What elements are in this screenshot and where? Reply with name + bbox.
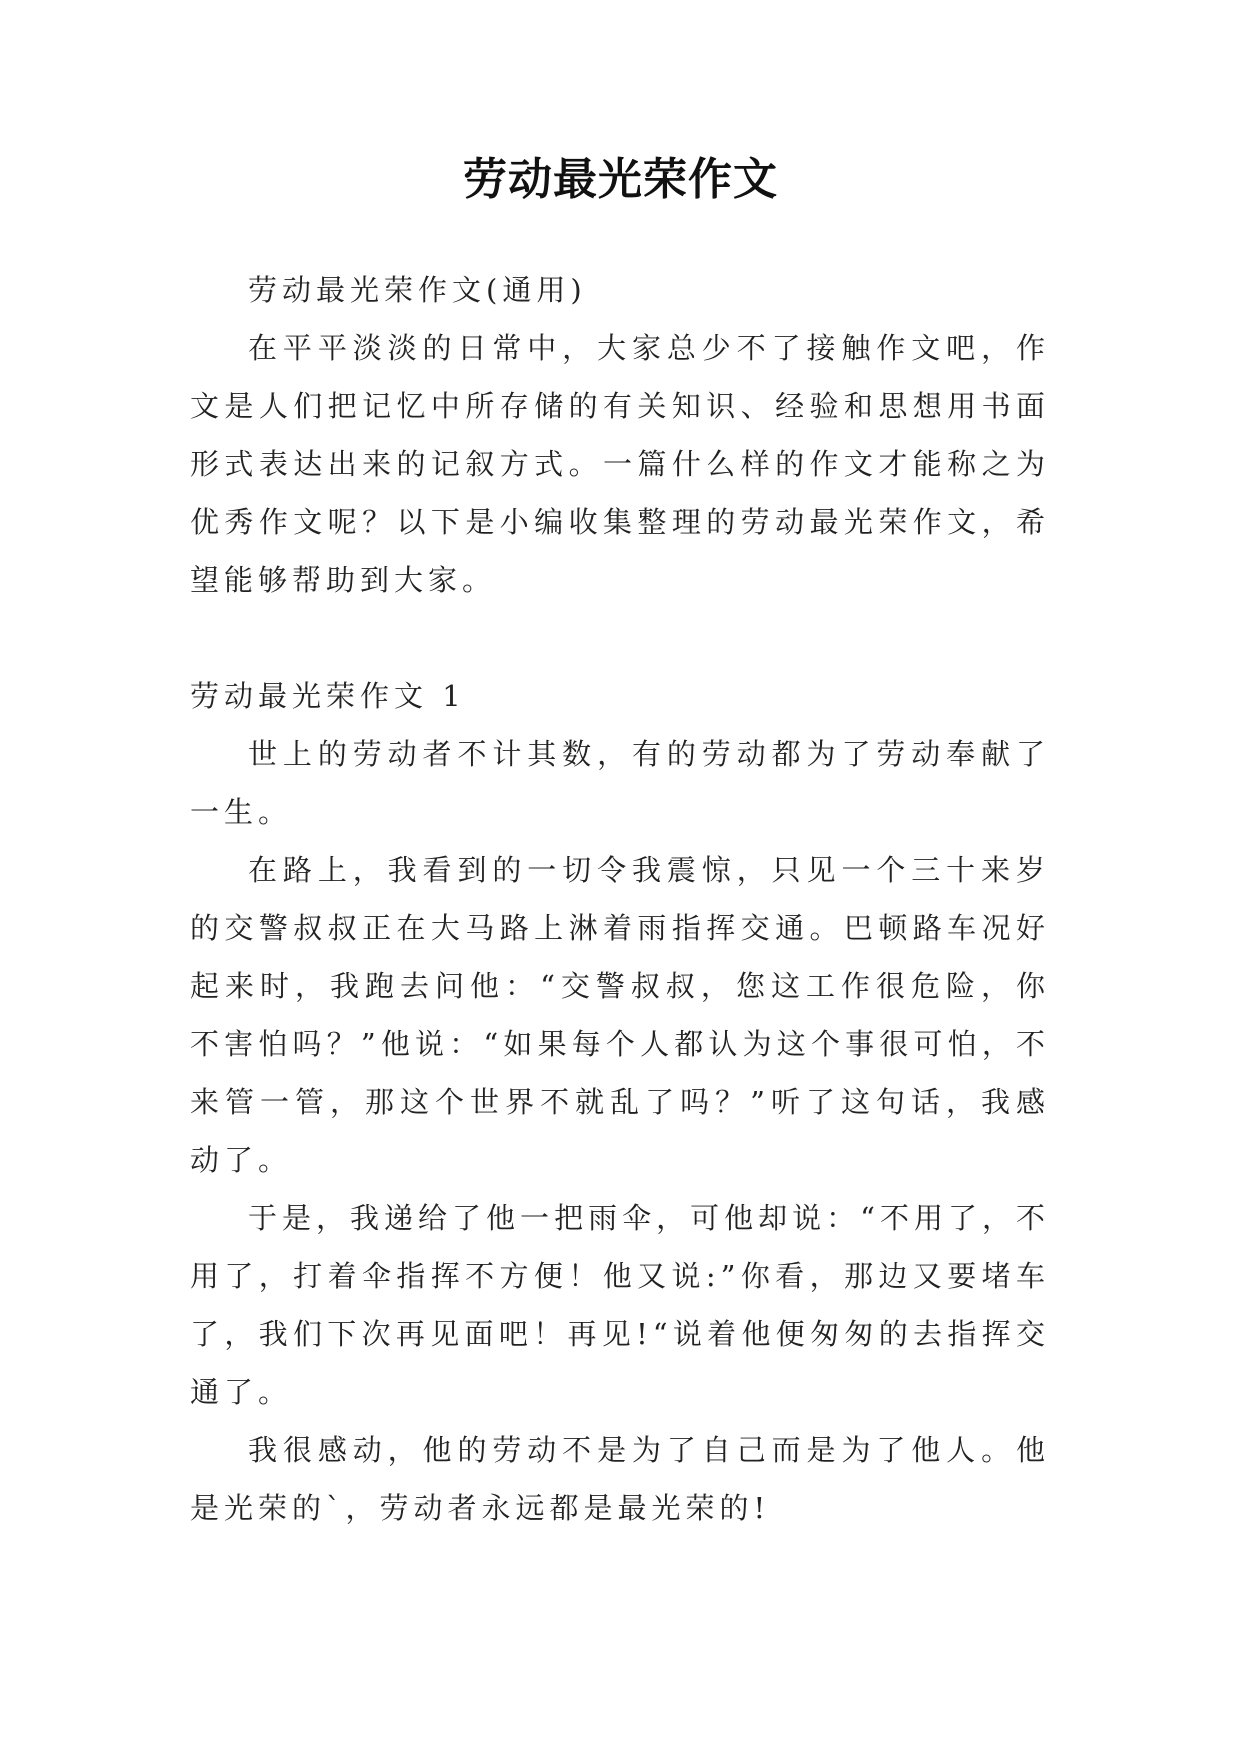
body-paragraph-3: 于是，我递给了他一把雨伞，可他却说：“不用了，不用了，打着伞指挥不方便！他又说:”你看，那边又要堵车了，我们下次再见面吧！再见!“说着他便匆匆的去指挥交通了。 [190,1201,1050,1409]
section-gap [190,609,1050,667]
body-paragraph-1: 世上的劳动者不计其数，有的劳动都为了劳动奉献了一生。 [190,737,1050,829]
body-paragraph-2: 在路上，我看到的一切令我震惊，只见一个三十来岁的交警叔叔正在大马路上淋着雨指挥交通。巴顿路车况好起来时，我跑去问他：“交警叔叔，您这工作很危险，你不害怕吗？”他说：“如果每个人都认为这个事很可怕，不来管一管，那这个世界不就乱了吗？”听了这句话，我感动了。 [190,853,1050,1177]
body-paragraph-4: 我很感动，他的劳动不是为了自己而是为了他人。他是光荣的`，劳动者永远都是最光荣的! [190,1433,1050,1525]
intro-paragraph: 在平平淡淡的日常中，大家总少不了接触作文吧，作文是人们把记忆中所存储的有关知识、经验和思想用书面形式表达出来的记叙方式。一篇什么样的作文才能称之为优秀作文呢？以下是小编收集整理的劳动最光荣作文，希望能够帮助到大家。 [190,331,1050,597]
document-title: 劳动最光荣作文 [463,154,778,205]
document-body [190,261,1050,1537]
section-heading: 劳动最光荣作文 1 [190,679,466,713]
document-subtitle: 劳动最光荣作文(通用) [248,273,587,307]
